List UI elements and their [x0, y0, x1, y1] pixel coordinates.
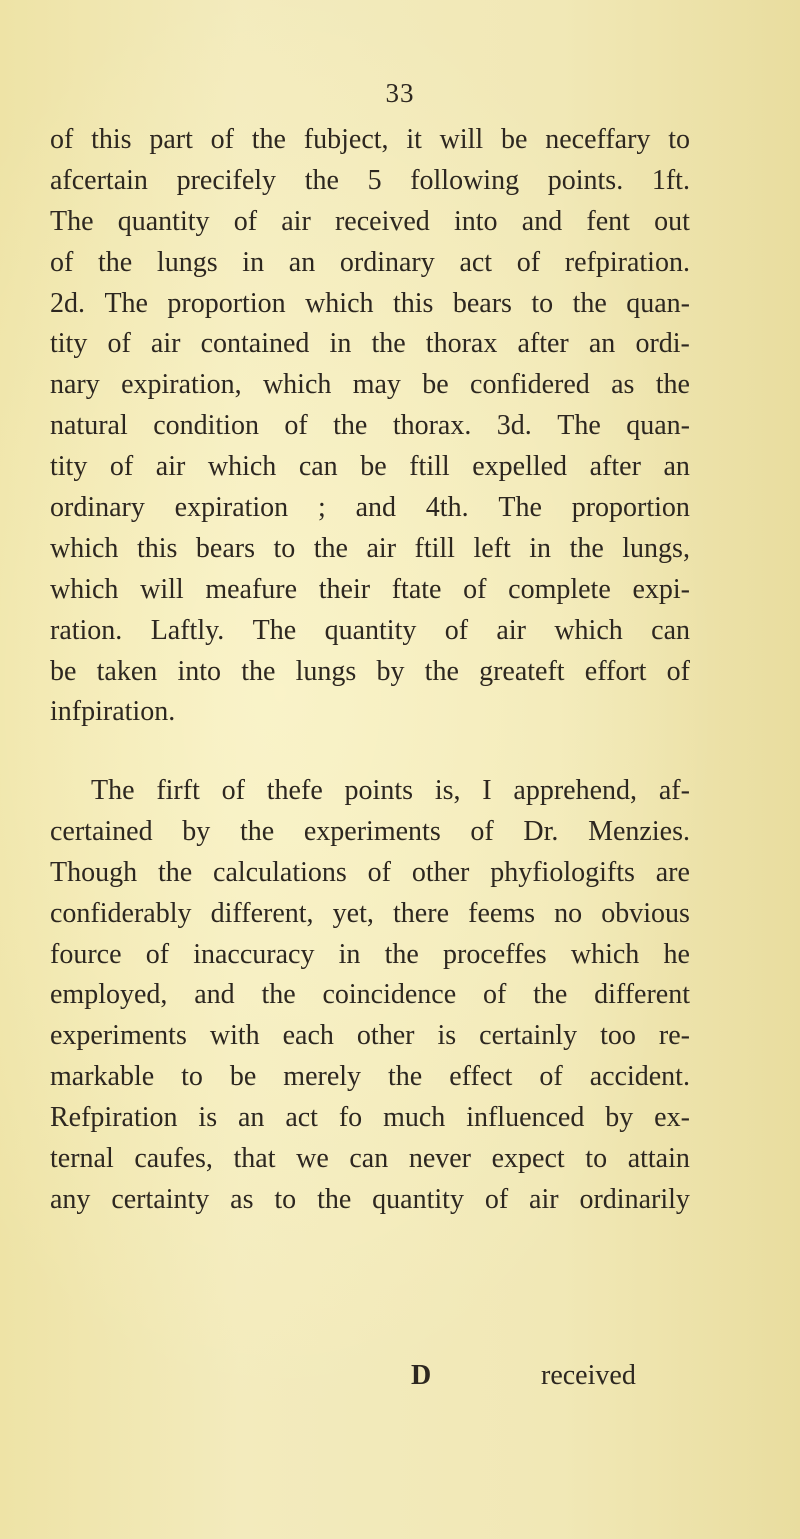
page-footer: [0, 1355, 800, 1397]
paragraph-1: [50, 120, 690, 733]
text-line: experiments with each other is certainly too re-: [50, 1020, 690, 1052]
text-line: natural condition of the thorax. 3d. The quan-: [50, 410, 690, 442]
text-line: fource of inaccuracy in the proceffes which he: [50, 938, 690, 970]
text-line: The firft of thefe points is, I apprehend, af-: [91, 775, 690, 806]
catchword: received: [541, 1360, 636, 1391]
text-line: markable to be merely the effect of accident.: [50, 1061, 690, 1093]
text-line: confiderably different, yet, there feems no obvious: [50, 897, 690, 929]
text-line: any certainty as to the quantity of air ordinarily: [50, 1183, 690, 1215]
text-line: of this part of the fubject, it will be neceffary to: [50, 124, 690, 155]
text-line: ordinary expiration ; and 4th. The proportion: [50, 492, 690, 524]
text-line: tity of air contained in the thorax after an ordi-: [50, 328, 690, 360]
text-line: infpiration.: [50, 696, 176, 728]
text-line: certained by the experiments of Dr. Menzies.: [50, 815, 690, 847]
text-line: ternal caufes, that we can never expect to attain: [50, 1143, 690, 1175]
text-line: ration. Laftly. The quantity of air which can: [50, 614, 690, 646]
text-line: be taken into the lungs by the greateft effort of: [50, 655, 690, 687]
text-line: tity of air which can be ftill expelled after an: [50, 451, 690, 483]
text-line: afcertain precifely the 5 following points. 1ft.: [50, 164, 690, 196]
text-line: The quantity of air received into and fent out: [50, 205, 690, 237]
text-line: of the lungs in an ordinary act of refpiration.: [50, 246, 690, 278]
text-line: which this bears to the air ftill left in the lungs,: [50, 532, 690, 564]
text-line: Refpiration is an act fo much influenced by ex-: [50, 1102, 690, 1134]
signature-mark: D: [411, 1360, 432, 1391]
text-line: Though the calculations of other phyfiologifts are: [50, 856, 690, 888]
text-line: which will meafure their ftate of complete expi-: [50, 573, 690, 605]
paragraph-2: [50, 771, 690, 1221]
text-line: employed, and the coincidence of the different: [50, 979, 690, 1011]
text-line: nary expiration, which may be confidered as the: [50, 369, 690, 401]
page-number: 33: [385, 78, 415, 108]
text-line: 2d. The proportion which this bears to the quan-: [50, 287, 690, 319]
